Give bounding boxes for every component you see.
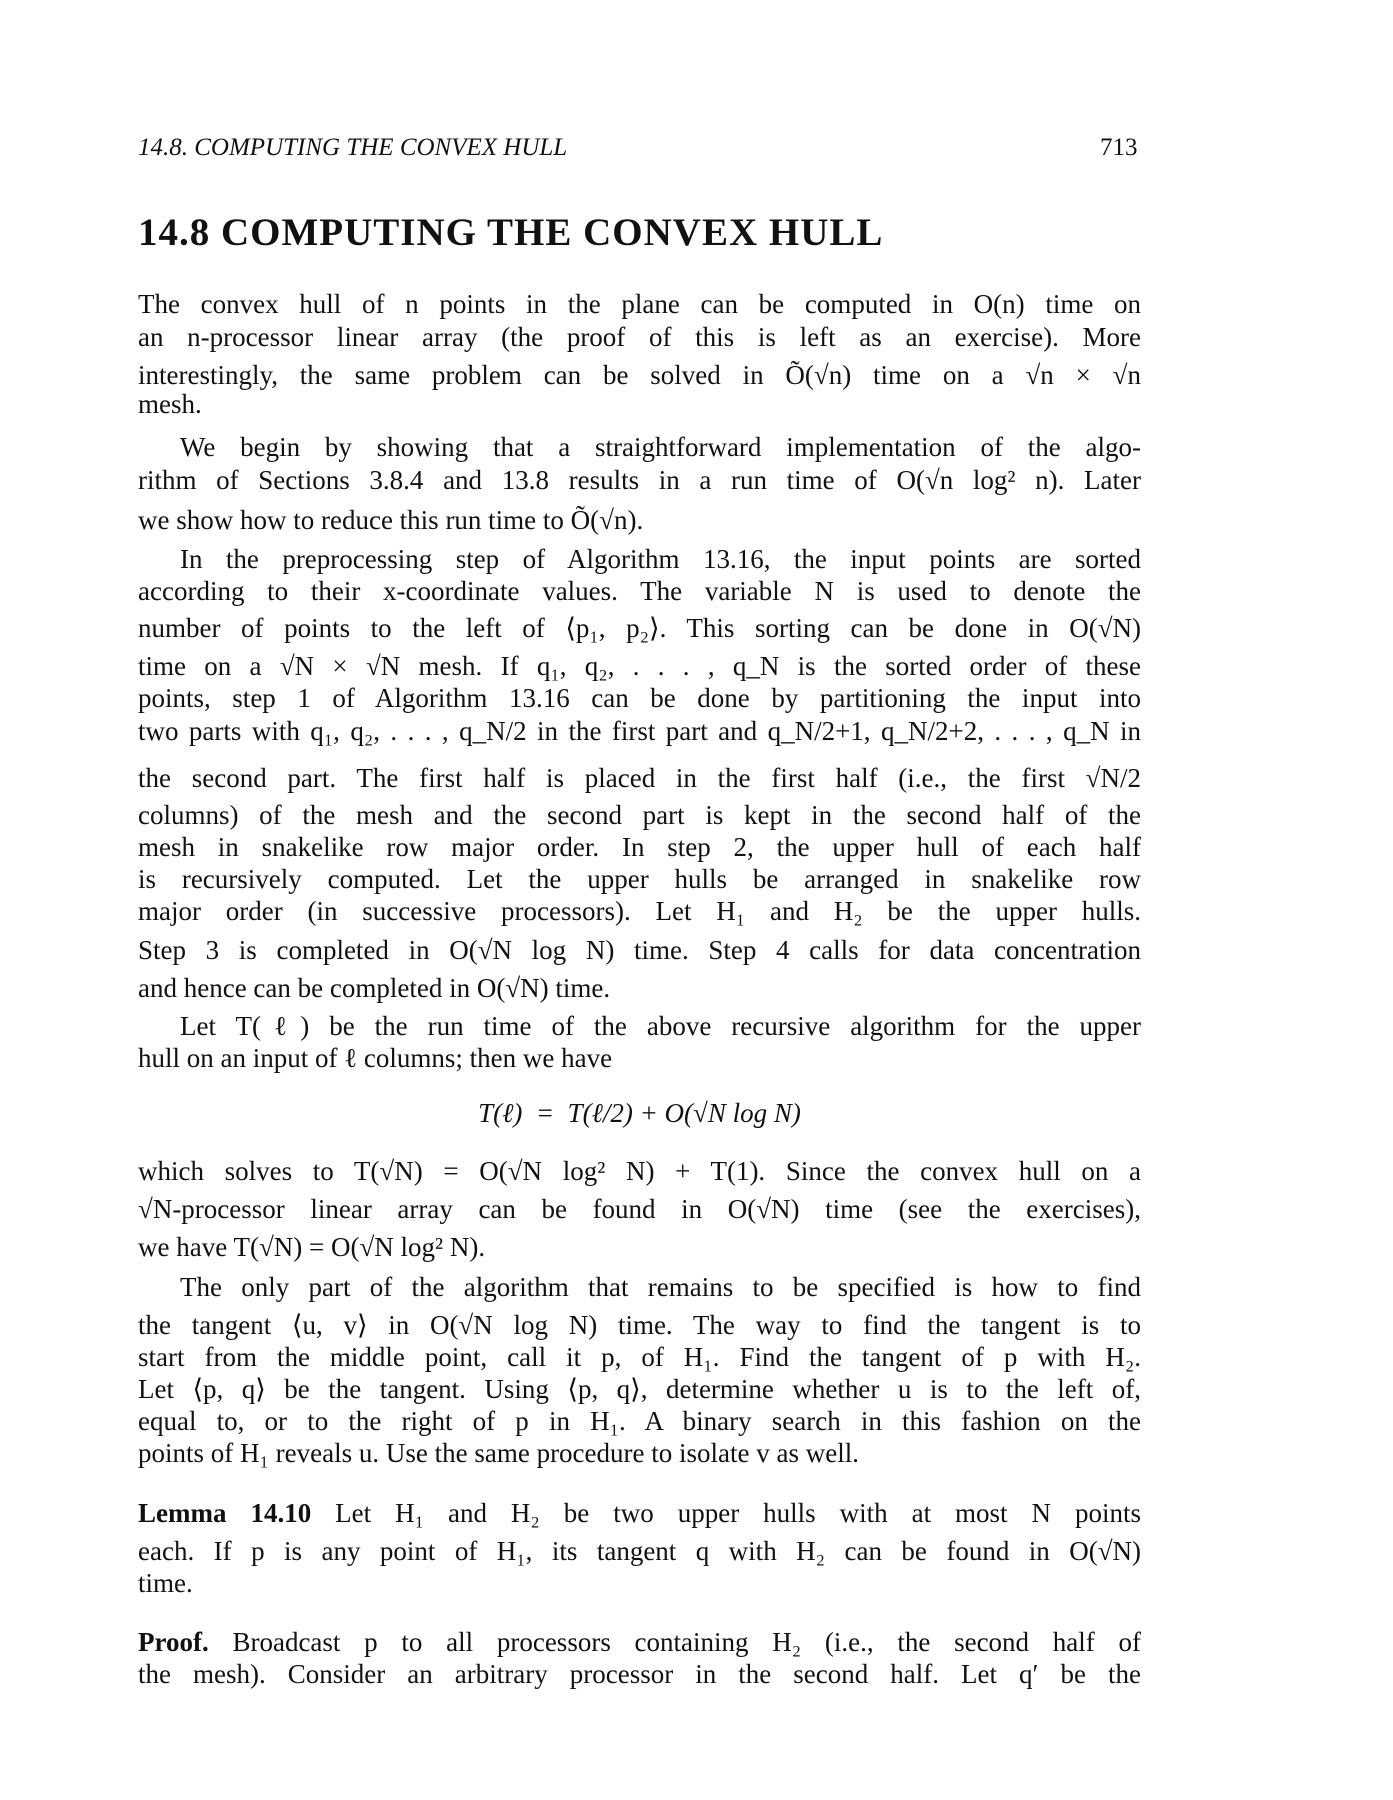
text-line: the mesh). Consider an arbitrary processor in the second half. Let q′ be the bbox=[138, 1659, 1141, 1689]
text-line: number of points to the left of ⟨p₁, p₂⟩. This sorting can be done in O(√N) bbox=[138, 613, 1141, 643]
text-line: the tangent ⟨u, v⟩ in O(√N log N) time. The way to find the tangent is to bbox=[138, 1310, 1141, 1340]
text-line: time. bbox=[138, 1568, 193, 1598]
text-line bbox=[138, 1497, 1141, 1530]
proof-text: Broadcast p to all processors containing H₂ (i.e., the second half of bbox=[208, 1627, 1141, 1657]
text-line: columns) of the mesh and the second part is kept in the second half of the bbox=[138, 800, 1141, 830]
lemma-text: Let H₁ and H₂ be two upper hulls with at most N points bbox=[311, 1498, 1141, 1528]
text-line bbox=[138, 1626, 1141, 1659]
text-line: Let ⟨p, q⟩ be the tangent. Using ⟨p, q⟩, determine whether u is to the left of, bbox=[138, 1374, 1141, 1404]
text-line: Step 3 is completed in O(√N log N) time. Step 4 calls for data concentration bbox=[138, 935, 1141, 965]
text-line: points, step 1 of Algorithm 13.16 can be done by partitioning the input into bbox=[138, 683, 1141, 713]
text-line: The only part of the algorithm that remains to be specified is how to find bbox=[180, 1272, 1141, 1302]
text-line: each. If p is any point of H₁, its tangent q with H₂ can be found in O(√N) bbox=[138, 1536, 1141, 1566]
text-line: In the preprocessing step of Algorithm 13.16, the input points are sorted bbox=[180, 544, 1141, 574]
text-line: hull on an input of ℓ columns; then we have bbox=[138, 1043, 613, 1073]
text-line: time on a √N × √N mesh. If q₁, q₂, . . . , q_N is the sorted order of these bbox=[138, 651, 1141, 681]
text-line: according to their x-coordinate values. The variable N is used to denote the bbox=[138, 576, 1141, 606]
text-line: interestingly, the same problem can be solved in Õ(√n) time on a √n × √n bbox=[138, 360, 1141, 390]
text-line: √N-processor linear array can be found in O(√N) time (see the exercises), bbox=[138, 1194, 1141, 1224]
text-line: We begin by showing that a straightforward implementation of the algo- bbox=[180, 432, 1141, 462]
text-line: two parts with q₁, q₂, . . . , q_N/2 in the first part and q_N/2+1, q_N/2+2, . . . , q_N in bbox=[138, 716, 1141, 746]
text-line: start from the middle point, call it p, of H₁. Find the tangent of p with H₂. bbox=[138, 1342, 1141, 1372]
display-equation: T(ℓ) = T(ℓ/2) + O(√N log N) bbox=[478, 1098, 801, 1128]
text-line: rithm of Sections 3.8.4 and 13.8 results in a run time of O(√n log² n). Later bbox=[138, 465, 1141, 495]
section-title: 14.8 COMPUTING THE CONVEX HULL bbox=[138, 211, 884, 254]
text-line: The convex hull of n points in the plane can be computed in O(n) time on bbox=[138, 289, 1141, 319]
text-line: major order (in successive processors). Let H₁ and H₂ be the upper hulls. bbox=[138, 896, 1141, 926]
text-line: we show how to reduce this run time to Õ(√n). bbox=[138, 505, 644, 535]
running-header: 14.8. COMPUTING THE CONVEX HULL bbox=[138, 134, 568, 161]
lemma-label: Lemma 14.10 bbox=[138, 1498, 312, 1528]
text-line: which solves to T(√N) = O(√N log² N) + T(1). Since the convex hull on a bbox=[138, 1156, 1141, 1186]
text-line: we have T(√N) = O(√N log² N). bbox=[138, 1232, 486, 1262]
text-line: points of H₁ reveals u. Use the same procedure to isolate v as well. bbox=[138, 1438, 859, 1468]
text-line: and hence can be completed in O(√N) time. bbox=[138, 973, 611, 1003]
text-line: mesh. bbox=[138, 389, 202, 419]
text-line: an n-processor linear array (the proof of this is left as an exercise). More bbox=[138, 322, 1141, 352]
text-line: is recursively computed. Let the upper hulls be arranged in snakelike row bbox=[138, 864, 1141, 894]
text-line: mesh in snakelike row major order. In step 2, the upper hull of each half bbox=[138, 832, 1141, 862]
text-line: equal to, or to the right of p in H₁. A binary search in this fashion on the bbox=[138, 1406, 1141, 1436]
proof-label: Proof. bbox=[138, 1627, 209, 1657]
text-line: Let T(ℓ) be the run time of the above recursive algorithm for the upper bbox=[180, 1011, 1141, 1041]
text-line: the second part. The first half is placed in the first half (i.e., the first √N/2 bbox=[138, 763, 1141, 793]
page-number: 713 bbox=[1100, 134, 1138, 161]
